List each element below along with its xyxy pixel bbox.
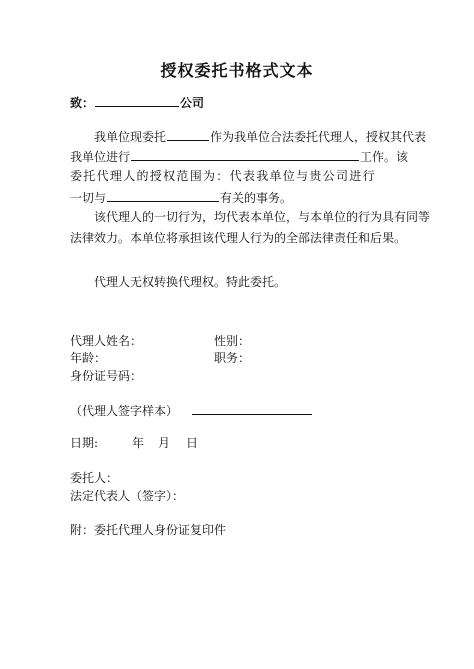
attachment-note: 附：委托代理人身份证复印件 [70, 523, 227, 537]
paragraph-2-line-2 [70, 230, 406, 246]
agent-name-label: 代理人姓名： [70, 334, 143, 348]
day-label: 日 [186, 436, 199, 450]
position-label: 职务： [214, 351, 251, 365]
text-segment: 有关的事务。 [220, 191, 293, 205]
text-segment: 作为我单位合法委托代理人，授权其代表 [210, 130, 427, 144]
addressee-line [70, 94, 204, 111]
paragraph-1-line-4 [70, 189, 292, 206]
paragraph-3 [94, 274, 286, 290]
paragraph-1-line-1 [94, 128, 426, 145]
agent-name-blank [167, 128, 209, 141]
text-segment: 委托代理人的授权范围为：代表我单位与贵公司进行 [70, 169, 376, 183]
text-segment: 代理人无权转换代理权。特此委托。 [94, 275, 287, 289]
signature-sample-label: （代理人签字样本） [70, 404, 179, 418]
legal-rep-label: 法定代表人（签字）： [70, 489, 185, 503]
month-label: 月 [158, 436, 171, 450]
matter-blank [107, 189, 219, 202]
signature-sample-line [70, 402, 313, 419]
principal-label: 委托人： [70, 471, 119, 485]
text-segment: 我单位进行 [70, 150, 131, 164]
text-segment: 一切与 [70, 191, 107, 205]
text-segment: 工作。该 [360, 150, 409, 164]
paragraph-2-line-1 [94, 209, 430, 225]
paragraph-1-line-3 [70, 168, 376, 184]
work-blank [131, 148, 359, 161]
text-segment: 法律效力。本单位将承担该代理人行为的全部法律责任和后果。 [70, 231, 407, 245]
text-segment: 我单位现委托 [94, 130, 167, 144]
company-blank [95, 94, 179, 107]
addressee-prefix: 致： [70, 96, 95, 110]
id-number-label: 身份证号码： [70, 369, 143, 383]
date-label: 日期: [70, 436, 99, 450]
age-label: 年龄： [70, 351, 107, 365]
year-label: 年 [132, 436, 145, 450]
gender-label: 性别： [214, 334, 251, 348]
text-segment: 该代理人的一切行为，均代表本单位，与本单位的行为具有同等 [94, 210, 431, 224]
addressee-suffix: 公司 [180, 96, 205, 110]
signature-blank [192, 402, 312, 415]
paragraph-1-line-2 [70, 148, 408, 165]
document-title: 授权委托书格式文本 [160, 61, 314, 80]
